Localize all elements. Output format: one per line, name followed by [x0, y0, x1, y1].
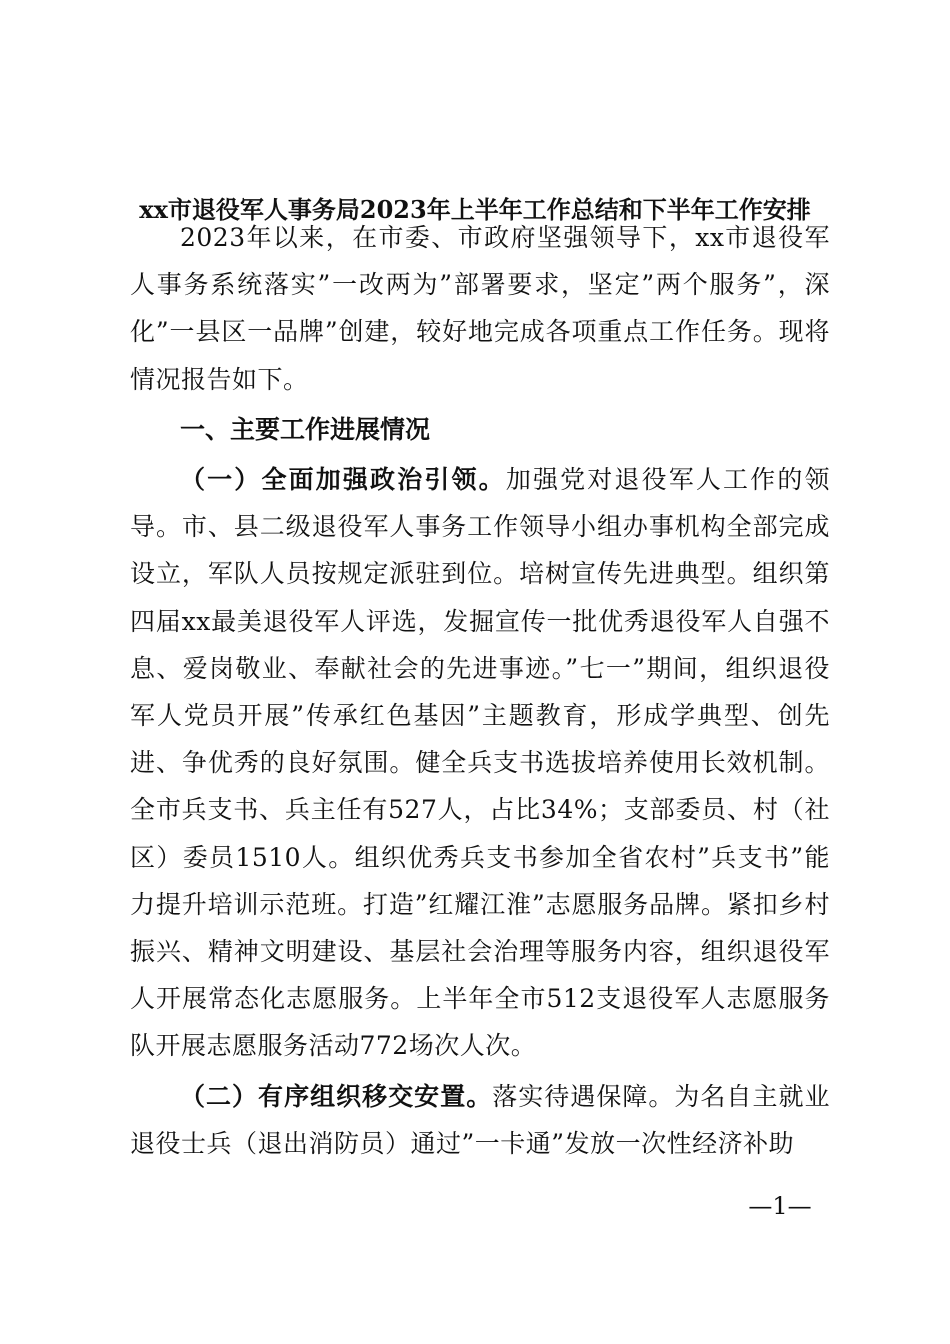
item2-paragraph	[130, 1073, 830, 1167]
page-number: —1—	[748, 1192, 812, 1220]
item1-body: 加强党对退役军人工作的领导。市、县二级退役军人事务工作领导小组办事机构全部完成设立，军队人员按规定派驻到位。培树宣传先进典型。组织第四届xx最美退役军人评选，发掘宣传一批优秀退役军人自强不息、爱岗敬业、奉献社会的先进事迹。”七一”期间，组织退役军人党员开展”传承红色基因”主题教育，形成学典型、创先进、争优秀的良好氛围。健全兵支书选拔培养使用长效机制。全市兵支书、兵主任有527人，占比34%；支部委员、村（社区）委员1510人。组织优秀兵支书参加全省农村”兵支书”能力提升培训示范班。打造”红耀江淮”志愿服务品牌。紧扣乡村振兴、精神文明建设、基层社会治理等服务内容，组织退役军人开展常态化志愿服务。上半年全市512支退役军人志愿服务队开展志愿服务活动772场次人次。	[130, 465, 830, 1061]
item2-lead: （二）有序组织移交安置。	[180, 1081, 493, 1111]
item2-body: 落实待遇保障。为名自主就业退役士兵（退出消防员）通过”一卡通”发放一次性经济补助	[130, 1081, 830, 1158]
section-heading: 一、主要工作进展情况	[180, 414, 431, 444]
item1-lead: （一）全面加强政治引领。	[180, 465, 506, 495]
intro-paragraph: 2023年以来，在市委、市政府坚强领导下，xx市退役军人事务系统落实”一改两为”部署要求，坚定”两个服务”，深化”一县区一品牌”创建，较好地完成各项重点工作任务。现将情况报告如下。	[130, 223, 830, 394]
document-title: xx市退役军人事务局2023年上半年工作总结和下半年工作安排	[139, 195, 811, 224]
item1-paragraph	[130, 456, 830, 1070]
document-body	[130, 214, 830, 1167]
